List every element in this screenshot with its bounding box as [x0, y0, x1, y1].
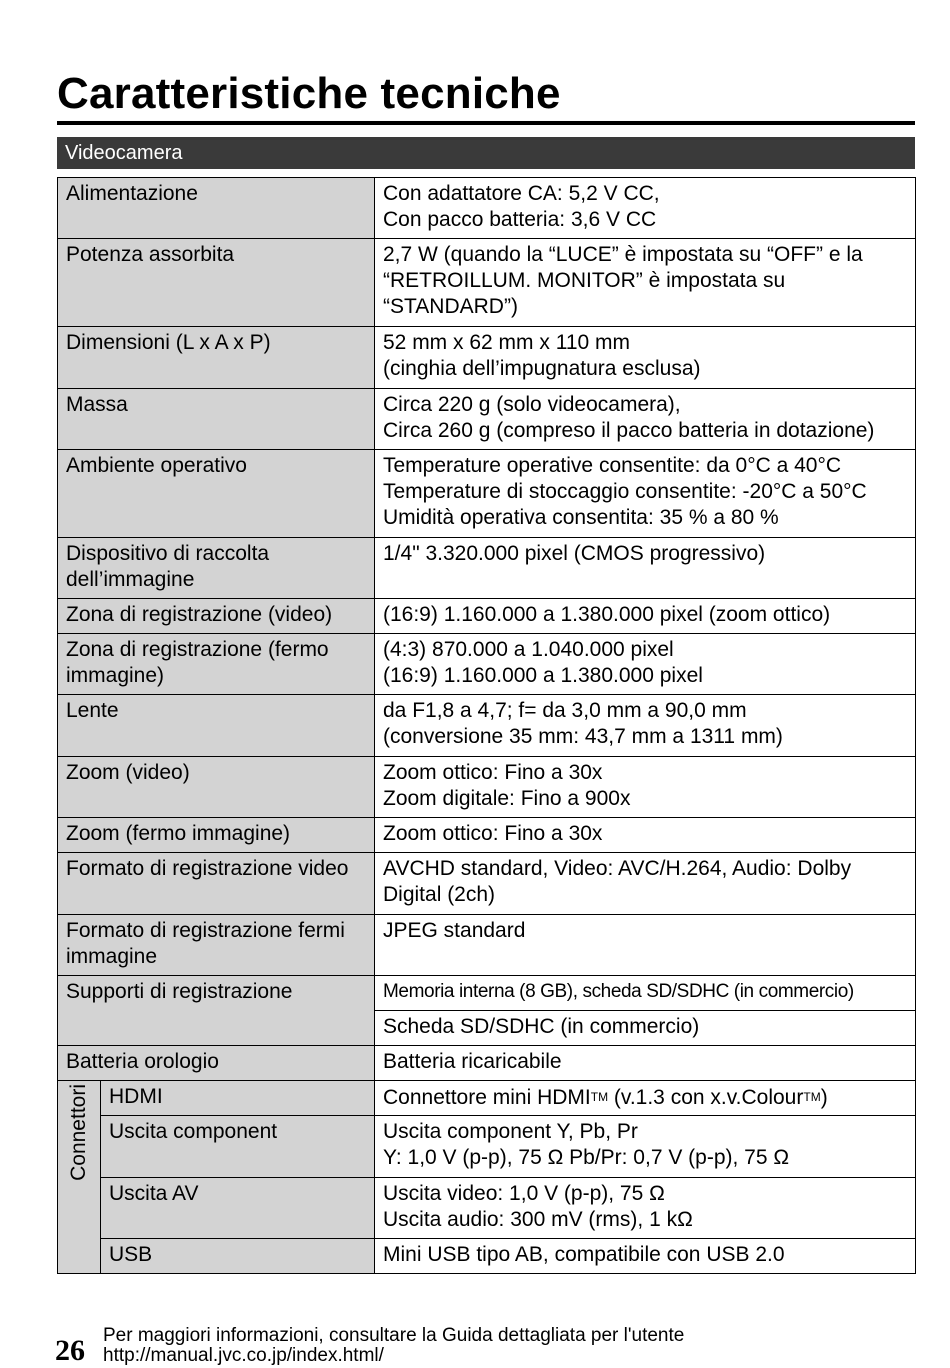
connettori-group-label: Connettori: [58, 1081, 101, 1274]
row-value: Uscita video: 1,0 V (p-p), 75 Ω Uscita audio: 300 mV (rms), 1 kΩ: [375, 1178, 916, 1239]
row-label: Zona di registrazione (fermo immagine): [58, 634, 375, 695]
table-row: [58, 239, 916, 327]
trademark-mark: TM: [590, 1090, 609, 1104]
table-row: [58, 1046, 916, 1081]
table-row: [58, 1116, 916, 1178]
table-row: [58, 599, 916, 634]
row-value: Zoom ottico: Fino a 30x: [375, 818, 916, 853]
row-label: Alimentazione: [58, 178, 375, 239]
table-row: [58, 976, 916, 1011]
row-label: Batteria orologio: [58, 1046, 375, 1081]
row-value: AVCHD standard, Video: AVC/H.264, Audio: Dolby Digital (2ch): [375, 853, 916, 915]
section-header: Videocamera: [57, 137, 915, 169]
row-value: Mini USB tipo AB, compatibile con USB 2.0: [375, 1239, 916, 1274]
table-row: [58, 818, 916, 853]
row-value: 52 mm x 62 mm x 110 mm (cinghia dell’impugnatura esclusa): [375, 327, 916, 389]
table-row: [58, 757, 916, 818]
row-value: 2,7 W (quando la “LUCE” è impostata su “OFF” e la “RETROILLUM. MONITOR” è impostata su “STANDARD”): [375, 239, 916, 327]
table-row: [58, 634, 916, 695]
row-value: (16:9) 1.160.000 a 1.380.000 pixel (zoom ottico): [375, 599, 916, 634]
row-value: Circa 220 g (solo videocamera), Circa 260 g (compreso il pacco batteria in dotazione): [375, 389, 916, 450]
table-row: [58, 178, 916, 239]
row-label: Massa: [58, 389, 375, 450]
row-label: Lente: [58, 695, 375, 757]
row-label: Formato di registrazione fermi immagine: [58, 915, 375, 976]
row-label: Dispositivo di raccolta dell’immagine: [58, 538, 375, 599]
row-value: 1/4" 3.320.000 pixel (CMOS progressivo): [375, 538, 916, 599]
footer-line: Per maggiori informazioni, consultare la Guida dettagliata per l'utente: [103, 1325, 685, 1346]
row-label: Zona di registrazione (video): [58, 599, 375, 634]
row-value: Memoria interna (8 GB), scheda SD/SDHC (in commercio): [375, 976, 916, 1011]
row-value: Zoom ottico: Fino a 30x Zoom digitale: Fino a 900x: [375, 757, 916, 818]
table-row: [58, 1239, 916, 1274]
table-row: [58, 853, 916, 915]
trademark-mark: TM: [803, 1090, 821, 1104]
row-value: Batteria ricaricabile: [375, 1046, 916, 1081]
row-label: Ambiente operativo: [58, 450, 375, 538]
row-value: Connettore mini HDMITM (v.1.3 con x.v.ColourTM): [375, 1081, 916, 1116]
title-underline: [57, 121, 915, 125]
row-label: Potenza assorbita: [58, 239, 375, 327]
row-label: Supporti di registrazione: [58, 976, 375, 1046]
row-value: (4:3) 870.000 a 1.040.000 pixel (16:9) 1.160.000 a 1.380.000 pixel: [375, 634, 916, 695]
row-label: Zoom (fermo immagine): [58, 818, 375, 853]
row-value: Con adattatore CA: 5,2 V CC, Con pacco batteria: 3,6 V CC: [375, 178, 916, 239]
table-row: [58, 1081, 916, 1116]
table-row: [58, 450, 916, 538]
table-row: [58, 695, 916, 757]
row-label: Formato di registrazione video: [58, 853, 375, 915]
row-label: Uscita AV: [101, 1178, 375, 1239]
table-row: [58, 1178, 916, 1239]
page-title: Caratteristiche tecniche: [57, 69, 561, 118]
row-label: Zoom (video): [58, 757, 375, 818]
row-label: HDMI: [101, 1081, 375, 1116]
footer-url[interactable]: http://manual.jvc.co.jp/index.html/: [103, 1345, 384, 1366]
row-label: Uscita component: [101, 1116, 375, 1178]
row-value: Scheda SD/SDHC (in commercio): [375, 1011, 916, 1046]
row-value: Uscita component Y, Pb, Pr Y: 1,0 V (p-p), 75 Ω Pb/Pr: 0,7 V (p-p), 75 Ω: [375, 1116, 916, 1178]
row-value: JPEG standard: [375, 915, 916, 976]
table-row: [58, 389, 916, 450]
row-value: da F1,8 a 4,7; f= da 3,0 mm a 90,0 mm (conversione 35 mm: 43,7 mm a 1311 mm): [375, 695, 916, 757]
footer-note: [103, 1326, 684, 1366]
row-value: Temperature operative consentite: da 0°C a 40°C Temperature di stoccaggio consentite: -20°C a 50°C Umidità operativa consentita: 35 % a 80 %: [375, 450, 916, 538]
table-row: [58, 915, 916, 976]
row-label: Dimensioni (L x A x P): [58, 327, 375, 389]
table-row: [58, 327, 916, 389]
page-number: 26: [55, 1334, 85, 1367]
row-label: USB: [101, 1239, 375, 1274]
table-row: [58, 538, 916, 599]
specifications-table: [57, 177, 916, 1274]
